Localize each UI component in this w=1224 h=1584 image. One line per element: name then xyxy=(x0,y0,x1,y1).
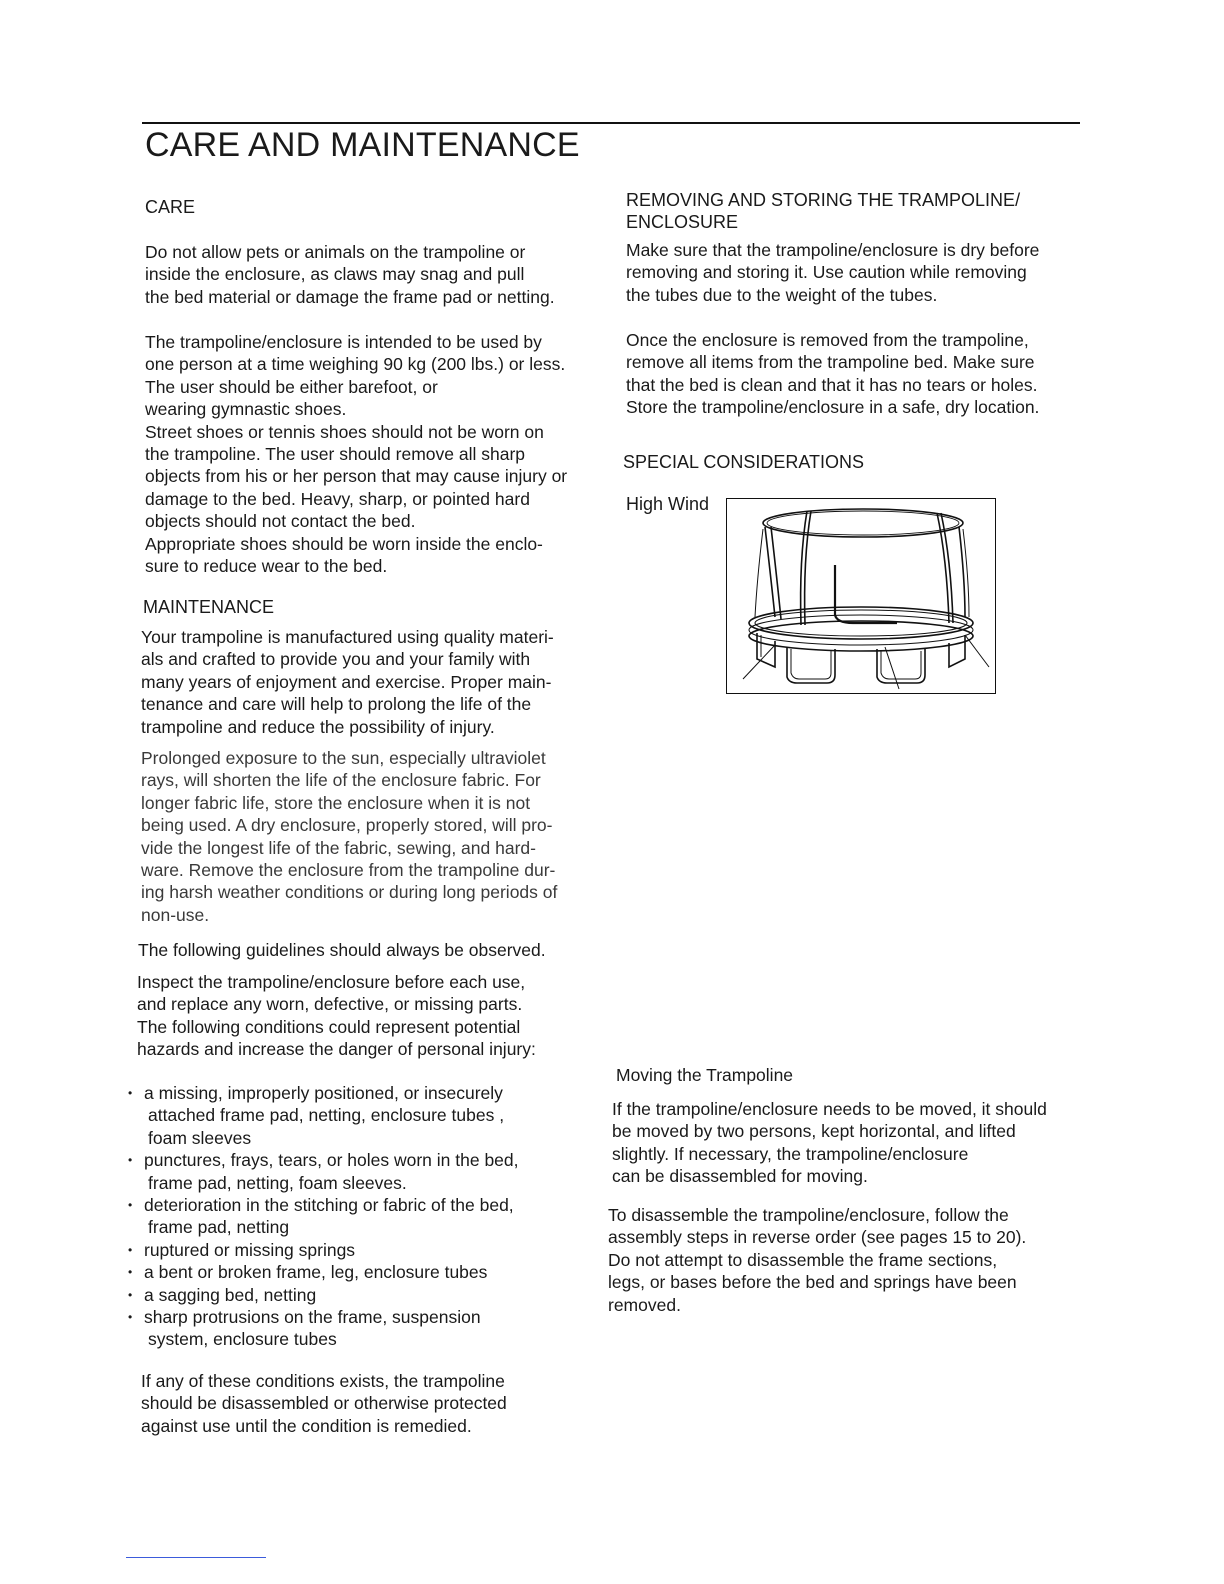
text-line: The trampoline/enclosure is intended to be used by xyxy=(145,332,542,352)
list-item xyxy=(128,1284,519,1306)
text-line: one person at a time weighing 90 kg (200 lbs.) or less. xyxy=(145,354,566,375)
special-considerations-heading: SPECIAL CONSIDERATIONS xyxy=(623,452,865,472)
text-line: If any of these conditions exists, the trampoline xyxy=(141,1371,505,1391)
text-line: To disassemble the trampoline/enclosure, follow the xyxy=(608,1205,1009,1225)
text-line: ing harsh weather conditions or during long periods of xyxy=(141,882,558,903)
text-line: system, enclosure tubes xyxy=(148,1329,337,1350)
text-line: that the bed is clean and that it has no tears or holes. xyxy=(626,374,1038,395)
title-rule xyxy=(142,122,1080,124)
text-line: inside the enclosure, as claws may snag and pull xyxy=(145,264,525,285)
page-title: CARE AND MAINTENANCE xyxy=(145,126,580,164)
care-paragraph-1 xyxy=(145,241,555,308)
text-line: legs, or bases before the bed and springs have been xyxy=(608,1272,1017,1293)
text-line: remove all items from the trampoline bed. Make sure xyxy=(626,352,1035,373)
hazard-list xyxy=(128,1082,519,1351)
text-line: wearing gymnastic shoes. xyxy=(145,399,347,420)
text-line: objects from his or her person that may cause injury or xyxy=(145,466,568,487)
text-line: Inspect the trampoline/enclosure before each use, xyxy=(137,972,526,992)
text-line: ENCLOSURE xyxy=(626,212,739,233)
text-line: frame pad, netting xyxy=(148,1217,290,1238)
text-line: trampoline and reduce the possibility of injury. xyxy=(141,716,495,737)
text-line: removing and storing it. Use caution while removing xyxy=(626,262,1027,283)
bullet-icon: • xyxy=(128,1086,133,1100)
text-line: als and crafted to provide you and your family with xyxy=(141,649,531,670)
text-line: a bent or broken frame, leg, enclosure tubes xyxy=(144,1262,488,1283)
text-line: being used. A dry enclosure, properly stored, will pro- xyxy=(141,815,553,836)
text-line: sharp protrusions on the frame, suspension xyxy=(144,1307,481,1328)
care-paragraph-2 xyxy=(145,331,567,577)
text-line: objects should not contact the bed. xyxy=(145,511,416,532)
text-line: many years of enjoyment and exercise. Proper main- xyxy=(141,671,552,692)
removing-paragraph-2 xyxy=(626,329,1039,419)
text-line: Your trampoline is manufactured using quality materi- xyxy=(141,627,554,647)
text-line: non-use. xyxy=(141,904,210,925)
text-line: The following conditions could represent potential xyxy=(137,1016,521,1037)
text-line: attached frame pad, netting, enclosure tubes , xyxy=(148,1105,505,1126)
text-line: deterioration in the stitching or fabric of the bed, xyxy=(144,1195,514,1216)
text-line: vide the longest life of the fabric, sewing, and hard- xyxy=(141,837,536,858)
text-line: damage to the bed. Heavy, sharp, or pointed hard xyxy=(145,488,530,509)
text-line: can be disassembled for moving. xyxy=(612,1166,868,1187)
text-line: ruptured or missing springs xyxy=(144,1239,356,1260)
text-line: a sagging bed, netting xyxy=(144,1284,317,1305)
text-line: the bed material or damage the frame pad or netting. xyxy=(145,286,555,307)
text-line: slightly. If necessary, the trampoline/enclosure xyxy=(612,1143,969,1164)
text-line: Make sure that the trampoline/enclosure is dry before xyxy=(626,240,1040,260)
text-line: sure to reduce wear to the bed. xyxy=(145,556,388,577)
removing-heading xyxy=(626,189,1020,234)
moving-heading: Moving the Trampoline xyxy=(616,1065,794,1085)
moving-paragraph-2 xyxy=(608,1204,1026,1316)
text-line: rays, will shorten the life of the enclosure fabric. For xyxy=(141,770,541,791)
bullet-icon: • xyxy=(128,1265,133,1280)
text-line: against use until the condition is remedied. xyxy=(141,1415,472,1436)
bullet-icon: • xyxy=(128,1153,133,1168)
maintenance-paragraph-2 xyxy=(141,747,557,926)
removing-paragraph-1 xyxy=(626,239,1039,306)
text-line: longer fabric life, store the enclosure when it is not xyxy=(141,792,531,813)
bullet-icon: • xyxy=(128,1198,133,1213)
text-line: The following guidelines should always be observed. xyxy=(138,940,546,960)
maintenance-heading: MAINTENANCE xyxy=(143,597,275,617)
text-line: The user should be either barefoot, or xyxy=(145,376,438,397)
moving-paragraph-1 xyxy=(612,1098,1047,1188)
text-line: and replace any worn, defective, or missing parts. xyxy=(137,994,523,1015)
list-item xyxy=(128,1261,519,1283)
text-line: Once the enclosure is removed from the trampoline, xyxy=(626,330,1029,350)
text-line: should be disassembled or otherwise protected xyxy=(141,1393,507,1414)
inspect-paragraph xyxy=(137,971,536,1061)
bullet-icon: • xyxy=(128,1287,133,1302)
text-line: foam sleeves xyxy=(148,1127,252,1148)
list-item xyxy=(128,1149,519,1194)
text-line: hazards and increase the danger of personal injury: xyxy=(137,1039,536,1060)
guidelines-statement xyxy=(138,939,546,961)
text-line: the trampoline. The user should remove all sharp xyxy=(145,444,526,465)
care-heading: CARE xyxy=(145,197,196,217)
text-line: be moved by two persons, kept horizontal, and lifted xyxy=(612,1121,1016,1142)
text-line: a missing, improperly positioned, or insecurely xyxy=(144,1083,503,1103)
text-line: ware. Remove the enclosure from the trampoline dur- xyxy=(141,860,556,881)
text-line: Store the trampoline/enclosure in a safe, dry location. xyxy=(626,397,1040,418)
text-line: punctures, frays, tears, or holes worn in the bed, xyxy=(144,1150,519,1171)
text-line: frame pad, netting, foam sleeves. xyxy=(148,1172,407,1193)
list-item xyxy=(128,1194,519,1239)
text-line: If the trampoline/enclosure needs to be moved, it should xyxy=(612,1099,1047,1119)
maintenance-paragraph-1 xyxy=(141,626,554,738)
text-line: removed. xyxy=(608,1294,681,1315)
list-item xyxy=(128,1306,519,1351)
bullet-icon: • xyxy=(128,1310,133,1325)
text-line: REMOVING AND STORING THE TRAMPOLINE/ xyxy=(626,190,1021,210)
list-item xyxy=(128,1239,519,1261)
text-line: the tubes due to the weight of the tubes. xyxy=(626,284,938,305)
closing-paragraph xyxy=(141,1370,507,1437)
text-line: Appropriate shoes should be worn inside the enclo- xyxy=(145,533,543,554)
footer-rule xyxy=(126,1557,266,1558)
text-line: Do not attempt to disassemble the frame sections, xyxy=(608,1249,998,1270)
text-line: Do not allow pets or animals on the trampoline or xyxy=(145,242,526,262)
figure-label: High Wind xyxy=(626,494,710,514)
text-line: tenance and care will help to prolong the life of the xyxy=(141,694,532,715)
text-line: Prolonged exposure to the sun, especially ultraviolet xyxy=(141,748,546,768)
text-line: Street shoes or tennis shoes should not be worn on xyxy=(145,421,544,442)
trampoline-illustration-icon xyxy=(727,499,997,695)
list-item xyxy=(128,1082,519,1149)
text-line: assembly steps in reverse order (see pages 15 to 20). xyxy=(608,1227,1027,1248)
bullet-icon: • xyxy=(128,1242,133,1257)
high-wind-figure xyxy=(726,498,996,694)
